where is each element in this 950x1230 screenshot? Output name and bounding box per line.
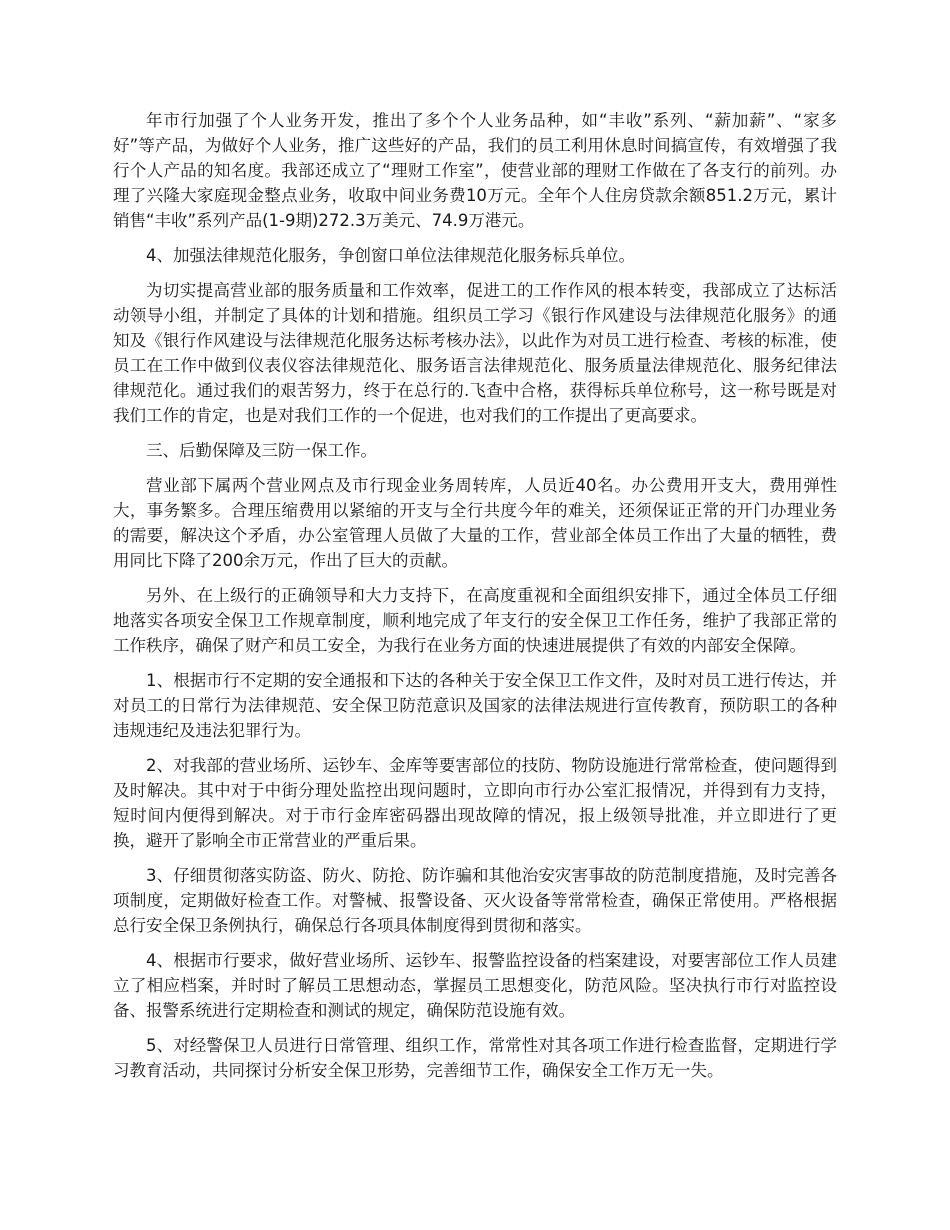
paragraph-section-3-logistics: 三、后勤保障及三防一保工作。 <box>146 441 377 460</box>
paragraph-service-quality: 为切实提高营业部的服务质量和工作效率，促进工的工作作风的根本转变，我部成立了达标活动领导小组，并制定了具体的计划和措施。组织员工学习《银行作风建设与法律规范化服务》的通知及《银行作风建设与法律规范化服务达标考核办法》，以此作为对员工进行检查、考核的标准，使员工在工作中做到仪表仪容法律规范化、服务语言法律规范化、服务质量法律规范化、服务纪律法律规范化。通过我们的艰苦努力，终于在总行的.飞查中合格，获得标兵单位称号，这一称号既是对我们工作的肯定，也是对我们工作的一个促进，也对我们的工作提出了更高要求。 <box>113 281 837 425</box>
paragraph-office-expenses: 营业部下属两个营业网点及市行现金业务周转库，人员近40名。办公费用开支大，费用弹性大，事务繁多。合理压缩费用以紧缩的开支与全行共度今年的难关，还须保证正常的开门办理业务的需要，解决这个矛盾，办公室管理人员做了大量的工作，营业部全体员工作出了大量的牺牲，费用同比下降了200余万元，作出了巨大的贡献。 <box>113 476 837 570</box>
paragraph-personal-business: 年市行加强了个人业务开发，推出了多个个人业务品种，如“丰收”系列、“薪加薪”、“家多好”等产品，为做好个人业务，推广这些好的产品，我们的员工利用休息时间搞宣传，有效增强了我行个人产品的知名度。我部还成立了“理财工作室”，使营业部的理财工作做在了各支行的前列。办理了兴隆大家庭现金整点业务，收取中间业务费10万元。全年个人住房贷款余额851.2万元，累计销售“丰收”系列产品(1-9期)272.3万美元、74.9万港元。 <box>113 111 837 230</box>
paragraph-security-overview: 另外、在上级行的正确领导和大力支持下，在高度重视和全面组织安排下，通过全体员工仔细地落实各项安全保卫工作规章制度，顺利地完成了年支行的安全保卫工作任务，维护了我部正常的工作秩序，确保了财产和员工安全，为我行在业务方面的快速进展提供了有效的内部安全保障。 <box>113 586 837 655</box>
paragraph-security-item-2: 2、对我部的营业场所、运钞车、金库等要害部位的技防、物防设施进行常常检查，使问题得到及时解决。其中对于中街分理处监控出现问题时，立即向市行办公室汇报情况，并得到有力支持，短时间内便得到解决。对于市行金库密码器出现故障的情况，报上级领导批准，并立即进行了更换，避开了影响全市正常营业的严重后果。 <box>113 756 837 850</box>
paragraph-security-item-3: 3、仔细贯彻落实防盗、防火、防抢、防诈骗和其他治安灾害事故的防范制度措施，及时完善各项制度，定期做好检查工作。对警械、报警设备、灭火设备等常常检查，确保正常使用。严格根据总行安全保卫条例执行，确保总行各项具体制度得到贯彻和落实。 <box>113 866 837 935</box>
paragraph-section-4-legal-service: 4、加强法律规范化服务，争创窗口单位法律规范化服务标兵单位。 <box>146 246 635 265</box>
paragraph-security-item-4: 4、根据市行要求，做好营业场所、运钞车、报警监控设备的档案建设，对要害部位工作人员建立了相应档案，并时时了解员工思想动态，掌握员工思想变化，防范风险。坚决执行市行对监控设备、报警系统进行定期检查和测试的规定，确保防范设施有效。 <box>113 951 837 1020</box>
paragraph-security-item-1: 1、根据市行不定期的安全通报和下达的各种关于安全保卫工作文件，及时对员工进行传达，并对员工的日常行为法律规范、安全保卫防范意识及国家的法律法规进行宣传教育，预防职工的各种违规违纪及违法犯罪行为。 <box>113 671 837 740</box>
paragraph-security-item-5: 5、对经警保卫人员进行日常管理、组织工作，常常性对其各项工作进行检查监督，定期进行学习教育活动，共同探讨分析安全保卫形势，完善细节工作，确保安全工作万无一失。 <box>113 1036 837 1080</box>
